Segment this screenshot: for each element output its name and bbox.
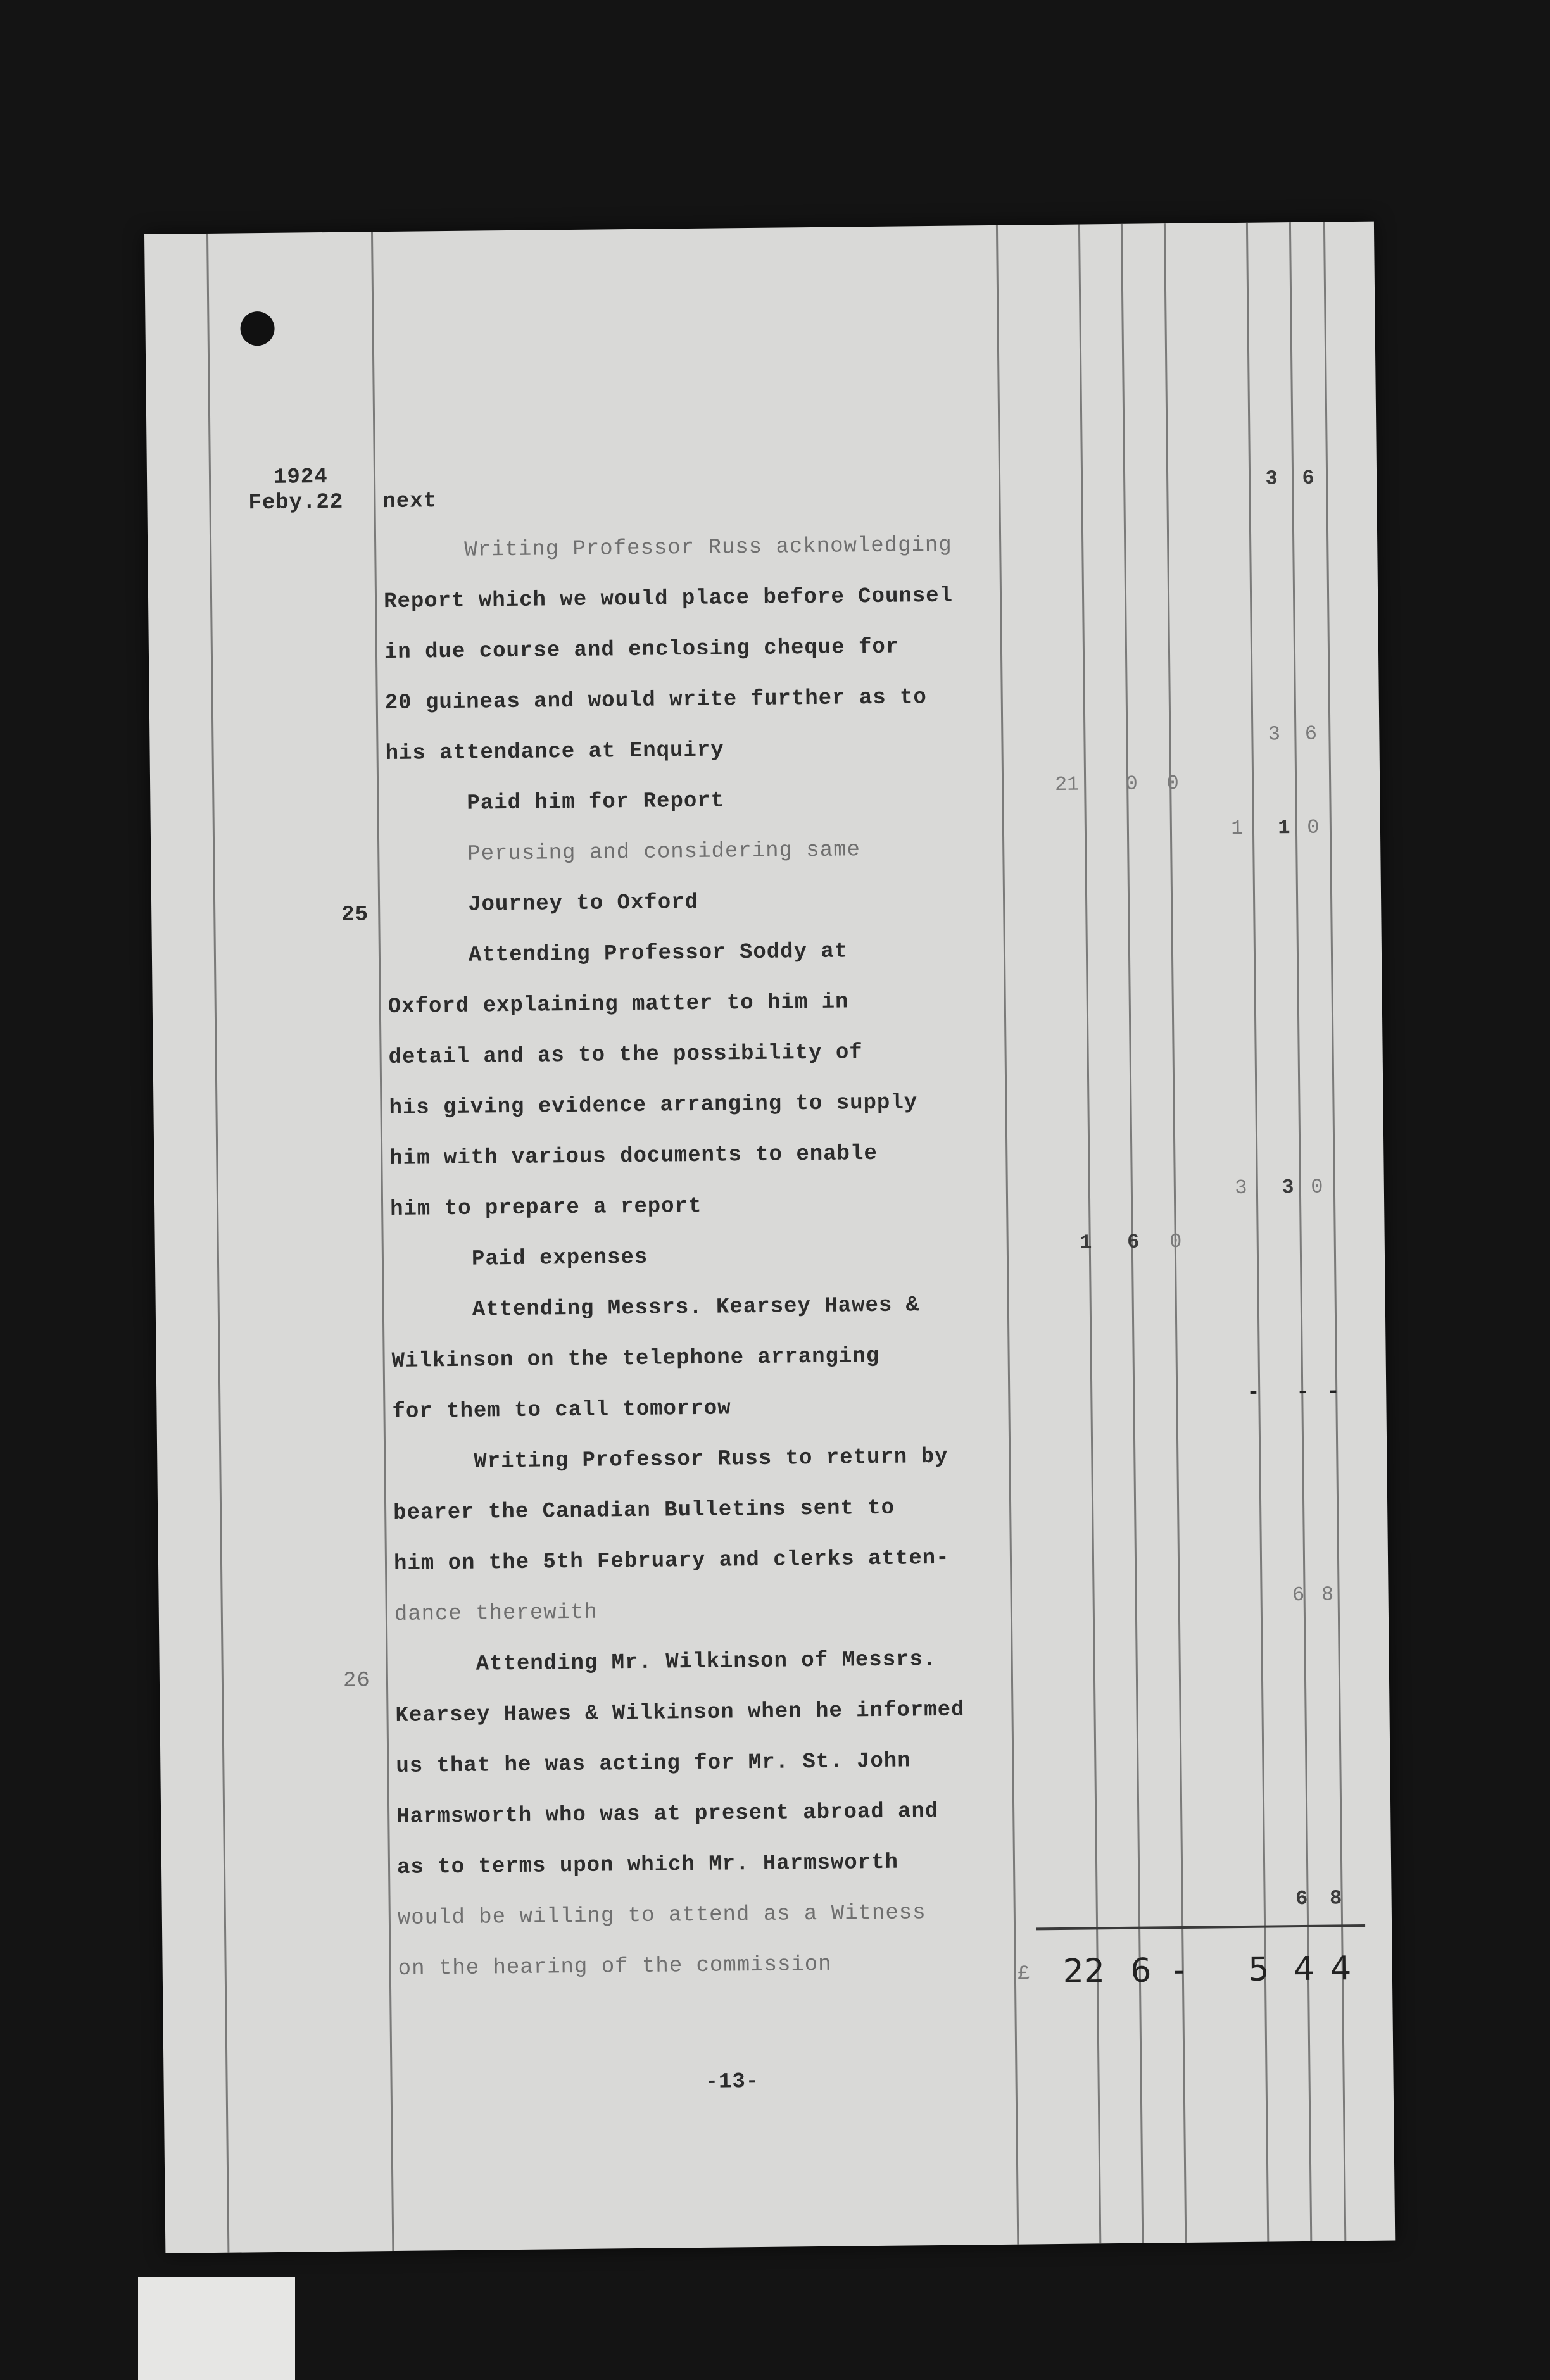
fee-soddy-s: 3 <box>1282 1175 1294 1199</box>
punch-hole <box>240 311 275 346</box>
line-attending-wilkinson: Attending Mr. Wilkinson of Messrs. <box>476 1648 937 1677</box>
disb-report-s: 0 <box>1125 772 1138 796</box>
total-disb-l: 22 <box>1062 1952 1106 1991</box>
line-next: next <box>382 489 438 515</box>
fee-row1-s: 3 <box>1265 467 1278 491</box>
disb-expenses-s: 6 <box>1126 1230 1140 1254</box>
line-telephone: Wilkinson on the telephone arranging <box>391 1344 880 1374</box>
line-journey-oxford: Journey to Oxford <box>467 890 699 917</box>
rule-fees-1 <box>1246 223 1269 2242</box>
fee-soddy-l: 3 <box>1235 1175 1247 1200</box>
fee-wilkinson-s: 6 <box>1295 1886 1308 1911</box>
fee-russ-d: 8 <box>1321 1582 1334 1606</box>
line-attending-messrs: Attending Messrs. Kearsey Hawes & <box>472 1293 920 1322</box>
line-canadian-bulletins: bearer the Canadian Bulletins sent to <box>393 1496 895 1525</box>
line-kearsey-informed: Kearsey Hawes & Wilkinson when he informed <box>395 1698 965 1728</box>
line-witness: would be willing to attend as a Witness <box>397 1901 926 1931</box>
line-call-tomorrow: for them to call tomorrow <box>392 1396 731 1425</box>
line-giving-evidence: his giving evidence arranging to supply <box>389 1091 918 1121</box>
date-25: 25 <box>341 903 369 927</box>
line-terms: as to terms upon which Mr. Harmsworth <box>396 1850 899 1880</box>
line-writing-russ: Writing Professor Russ acknowledging <box>464 533 952 563</box>
line-paid-report: Paid him for Report <box>467 789 725 816</box>
disb-report-l: 21 <box>1054 772 1080 796</box>
fee-dash-2: - <box>1296 1380 1309 1405</box>
disb-report-d: 0 <box>1166 771 1179 796</box>
date-month-day: Feby.22 <box>248 490 344 516</box>
fee-dash-1: - <box>1247 1381 1260 1405</box>
fee-russ-s: 6 <box>1292 1582 1305 1607</box>
rule-date-column <box>371 232 394 2251</box>
rule-fees-3 <box>1323 222 1346 2241</box>
line-commission: on the hearing of the commission <box>398 1952 832 1981</box>
line-paid-expenses: Paid expenses <box>471 1245 648 1272</box>
total-fees-s: 4 <box>1293 1950 1315 1989</box>
disb-expenses-d: 0 <box>1169 1229 1182 1254</box>
date-26: 26 <box>343 1669 370 1693</box>
pound-sign: £ <box>1018 1962 1030 1986</box>
ledger-page <box>144 222 1395 2253</box>
page-number: -13- <box>705 2069 760 2095</box>
fee-perusing-s: 1 <box>1278 816 1290 840</box>
date-year: 1924 <box>273 465 328 490</box>
fee-wilkinson-d: 8 <box>1329 1886 1342 1910</box>
line-report-counsel: Report which we would place before Counsel <box>383 584 954 615</box>
line-writing-russ-return: Writing Professor Russ to return by <box>474 1444 948 1474</box>
line-perusing: Perusing and considering same <box>467 838 861 867</box>
line-acting-for: us that he was acting for Mr. St. John <box>396 1749 911 1779</box>
total-fees-d: 4 <box>1330 1950 1352 1988</box>
total-disb-s: 6 <box>1130 1951 1152 1990</box>
fee-soddy-d: 0 <box>1311 1175 1323 1199</box>
rule-fees-2 <box>1289 222 1312 2241</box>
fee-row1-d: 6 <box>1302 466 1314 490</box>
fee-row2-d: 6 <box>1304 722 1318 746</box>
total-disb-d: - <box>1173 1951 1185 1990</box>
line-prepare-report: him to prepare a report <box>389 1194 702 1222</box>
rule-left-margin <box>206 234 229 2253</box>
line-various-documents: him with various documents to enable <box>389 1141 878 1172</box>
line-harmsworth-abroad: Harmsworth who was at present abroad and <box>396 1800 939 1829</box>
line-attending-soddy: Attending Professor Soddy at <box>468 939 848 968</box>
disb-expenses-l: 1 <box>1079 1231 1092 1255</box>
fee-perusing-l: 1 <box>1231 816 1244 841</box>
paper-tab <box>138 2277 295 2380</box>
fee-row2-s: 3 <box>1268 722 1281 746</box>
line-due-course: in due course and enclosing cheque for <box>384 635 900 665</box>
fee-perusing-d: 0 <box>1307 815 1320 839</box>
line-enquiry: his attendance at Enquiry <box>385 738 724 767</box>
total-fees-l: 5 <box>1247 1950 1270 1989</box>
line-guineas: 20 guineas and would write further as to <box>384 686 928 716</box>
fee-dash-3: - <box>1326 1380 1340 1405</box>
line-5th-february: him on the 5th February and clerks atten- <box>393 1546 950 1576</box>
line-oxford-explaining: Oxford explaining matter to him in <box>388 990 849 1020</box>
total-rule <box>1036 1924 1365 1930</box>
line-therewith: dance therewith <box>394 1600 598 1627</box>
rule-text-right <box>996 225 1019 2245</box>
line-detail: detail and as to the possibility of <box>388 1041 863 1070</box>
